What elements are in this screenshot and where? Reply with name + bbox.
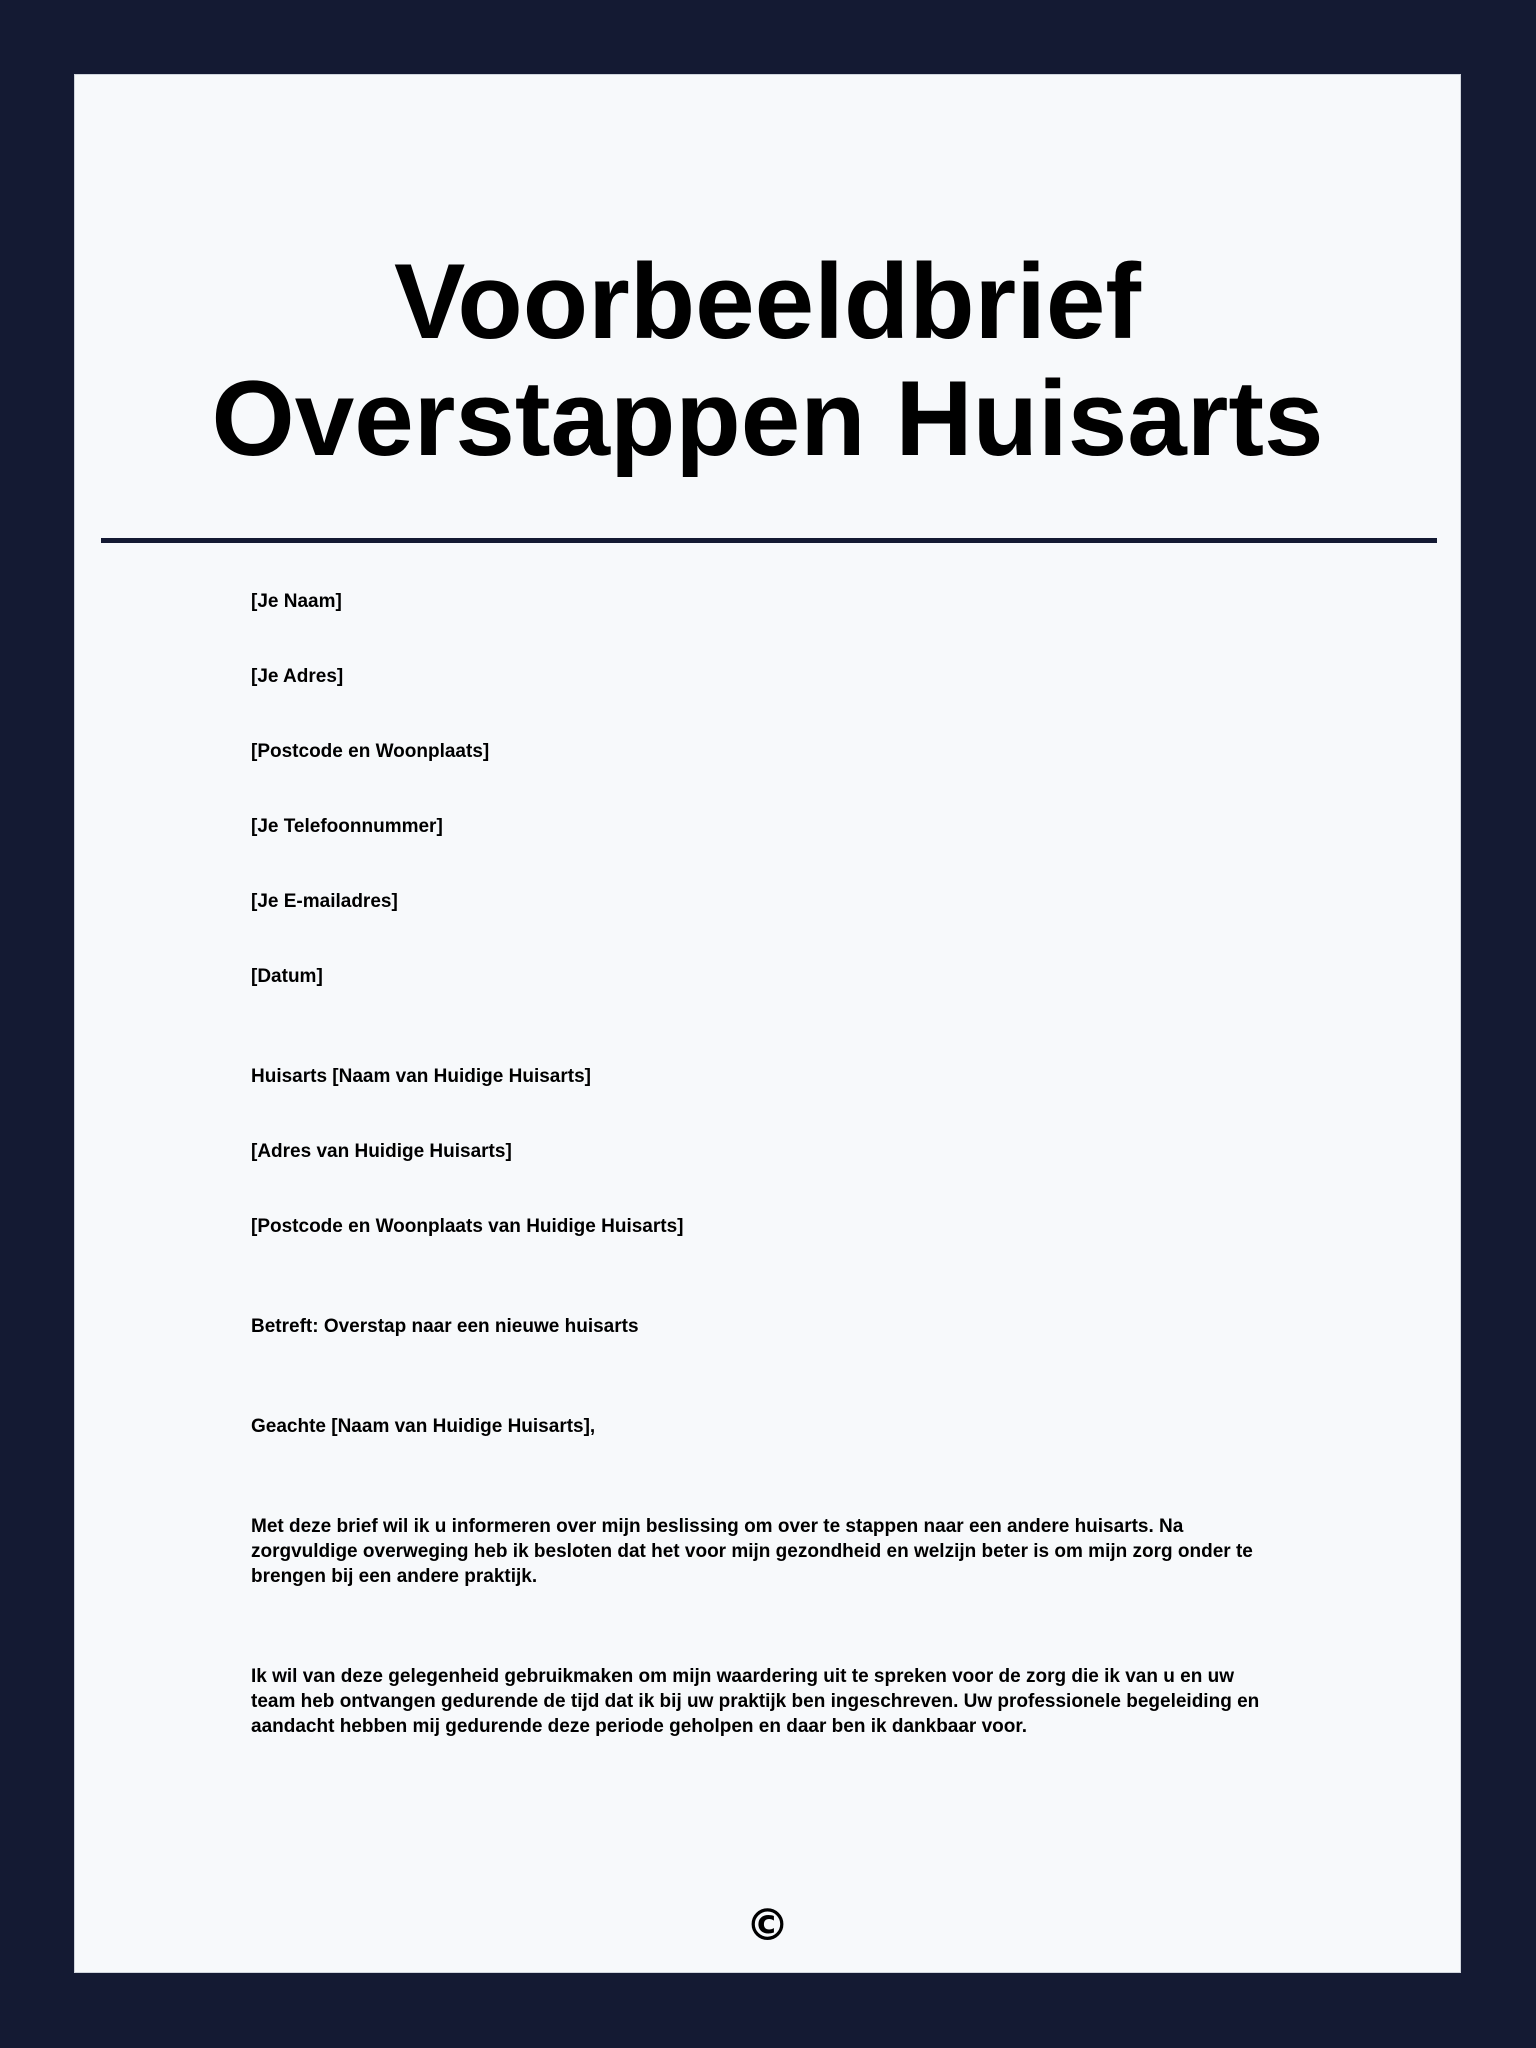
recipient-postal-city: [Postcode en Woonplaats van Huidige Huisarts] [251, 1216, 684, 1237]
body-paragraph: Met deze brief wil ik u informeren over mijn beslissing om over te stappen naar een andere huisarts. Na zorgvuldige overweging heb ik besloten dat het voor mijn gezondheid en welzijn beter is om mijn zorg onder te brengen bij een andere praktijk. [251, 1516, 1253, 1587]
letter-subject: Betreft: Overstap naar een nieuwe huisarts [251, 1316, 639, 1337]
letter-page [74, 74, 1461, 1973]
letter-date: [Datum] [251, 966, 323, 987]
sender-address: [Je Adres] [251, 666, 344, 687]
letter-salutation: Geachte [Naam van Huidige Huisarts], [251, 1416, 596, 1437]
sender-phone: [Je Telefoonnummer] [251, 816, 443, 837]
recipient-name: Huisarts [Naam van Huidige Huisarts] [251, 1066, 591, 1087]
sender-email: [Je E-mailadres] [251, 891, 398, 912]
copyright-symbol: © [745, 1900, 790, 1951]
page-title: Voorbeeldbrief Overstappen Huisarts [211, 241, 1324, 478]
sender-name: [Je Naam] [251, 591, 342, 612]
sender-postal-city: [Postcode en Woonplaats] [251, 741, 490, 762]
recipient-address: [Adres van Huidige Huisarts] [251, 1141, 512, 1162]
body-paragraph: Ik wil van deze gelegenheid gebruikmaken om mijn waardering uit te spreken voor de zorg die ik van u en uw team heb ontvangen gedurende de tijd dat ik bij uw praktijk ben ingeschreven. Uw professionele begeleiding en aandacht hebben mij gedurende deze periode geholpen en daar ben ik dankbaar voor. [251, 1666, 1260, 1737]
title-divider [101, 538, 1437, 543]
